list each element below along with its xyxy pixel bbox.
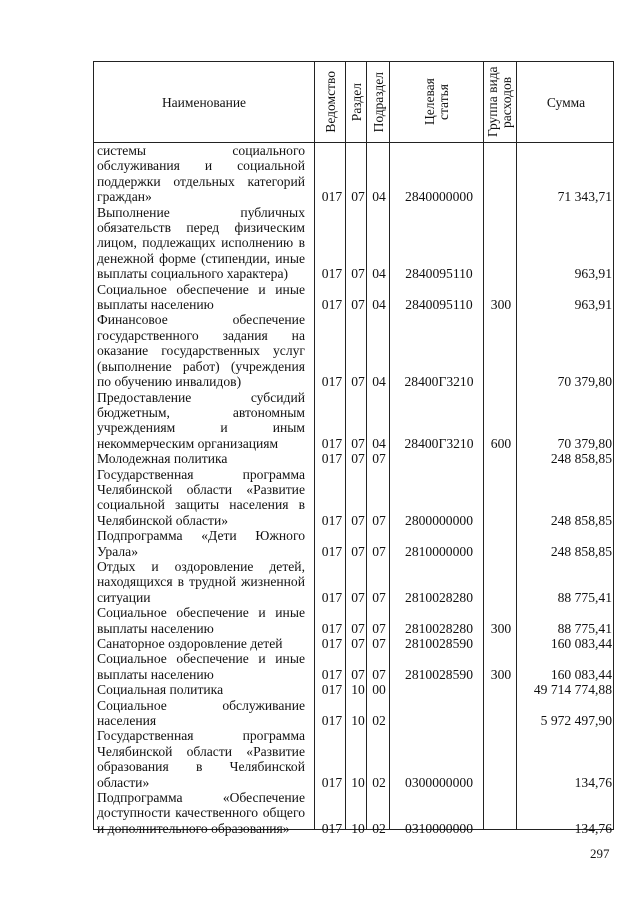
table-row [94,559,613,605]
razdel-cell: 07 [351,266,365,282]
header-vedomstvo [315,62,345,142]
row-name: Социальная политика [97,682,224,698]
table-row [94,636,613,651]
row-name: Социальное обеспечение и иные выплаты населению [97,281,305,313]
header-summa [517,62,615,142]
vedomstvo-cell: 017 [321,512,343,528]
budget-table [93,61,614,836]
summa-cell: 134,76 [574,820,612,836]
table-row [94,205,613,282]
razdel-cell: 07 [351,297,365,313]
row-name: Социальное обеспечение и иные выплаты населению [97,605,305,636]
razdel-cell: 07 [351,374,365,390]
vedomstvo-cell: 017 [321,266,343,282]
razdel-cell: 07 [351,512,365,528]
row-name: системы социального обслуживания и социальной поддержки отдельных категорий граждан» [97,143,305,205]
table-row [94,605,613,636]
summa-cell: 248 858,85 [550,512,612,528]
vedomstvo-cell: 017 [321,682,343,698]
summa-cell: 5 972 497,90 [540,713,612,729]
podrazdel-cell: 07 [372,512,386,528]
table-row [94,451,613,466]
razdel-cell: 07 [351,589,365,605]
header-vedomstvo-label: Ведомство [322,71,338,133]
podrazdel-cell: 04 [372,297,386,313]
vedomstvo-cell: 017 [321,297,343,313]
celevaya-cell: 2840095110 [405,297,473,313]
row-name: Государственная программа Челябинской области «Развитие образования в Челябинской области» [97,728,305,790]
gruppa-cell: 300 [490,666,512,682]
podrazdel-cell: 00 [372,682,386,698]
table-row [94,682,613,697]
podrazdel-cell: 04 [372,266,386,282]
celevaya-cell: 2840000000 [405,189,473,205]
table-row [94,312,613,389]
podrazdel-cell: 02 [372,774,386,790]
table-row [94,790,613,836]
podrazdel-cell: 07 [372,589,386,605]
row-name: Предоставление субсидий бюджетным, автономным учреждениям и иным некоммерческим организациям [97,389,305,451]
header-podrazdel [367,62,389,142]
celevaya-cell: 0310000000 [405,820,473,836]
podrazdel-cell: 07 [372,636,386,651]
table-row [94,390,613,452]
vedomstvo-cell: 017 [321,774,343,790]
gruppa-cell: 300 [490,297,512,313]
vedomstvo-cell: 017 [321,543,343,559]
vedomstvo-cell: 017 [321,713,343,729]
razdel-cell: 07 [351,189,365,205]
summa-cell: 134,76 [574,774,612,790]
podrazdel-cell: 04 [372,374,386,390]
vedomstvo-cell: 017 [321,374,343,390]
razdel-cell: 07 [351,451,365,467]
summa-cell: 963,91 [574,266,612,282]
page-number: 297 [590,846,610,861]
podrazdel-cell: 07 [372,666,386,682]
celevaya-cell: 28400Г3210 [404,374,474,390]
table-body [94,143,613,836]
table-row [94,282,613,313]
podrazdel-cell: 02 [372,820,386,836]
table-row [94,698,613,729]
podrazdel-cell: 07 [372,620,386,636]
podrazdel-cell: 07 [372,451,386,467]
celevaya-cell: 2810000000 [405,543,473,559]
podrazdel-cell: 04 [372,435,386,451]
row-name: Подпрограмма «Обеспечение доступности качественного общего и дополнительного образования» [97,790,305,836]
summa-cell: 70 379,80 [557,374,612,390]
vedomstvo-cell: 017 [321,435,343,451]
vedomstvo-cell: 017 [321,666,343,682]
gruppa-cell: 600 [490,435,512,451]
celevaya-cell: 0300000000 [405,774,473,790]
row-name: Социальное обеспечение и иные выплаты населению [97,651,305,682]
summa-cell: 88 775,41 [557,620,612,636]
header-razdel [346,62,366,142]
header-name [94,62,314,142]
table-row [94,651,613,682]
celevaya-cell: 2810028280 [405,620,473,636]
header-gruppa [484,62,516,142]
razdel-cell: 07 [351,435,365,451]
header-gruppa-label: Группа вида расходов [485,66,514,138]
summa-cell: 963,91 [574,297,612,313]
razdel-cell: 10 [351,682,365,698]
row-name: Подпрограмма «Дети Южного Урала» [97,528,305,559]
razdel-cell: 10 [351,774,365,790]
table-row [94,467,613,529]
podrazdel-cell: 04 [372,189,386,205]
celevaya-cell: 2810028280 [405,589,473,605]
summa-cell: 160 083,44 [550,636,612,651]
gruppa-cell: 300 [490,620,512,636]
summa-cell: 160 083,44 [550,666,612,682]
celevaya-cell: 2840095110 [405,266,473,282]
row-name: Государственная программа Челябинской области «Развитие социальной защиты населения в Челябинской области» [97,466,305,528]
header-celevaya-label: Целевая статья [421,78,451,126]
razdel-cell: 10 [351,820,365,836]
header-razdel-label: Раздел [348,82,364,122]
summa-cell: 71 343,71 [557,189,612,205]
summa-cell: 248 858,85 [550,543,612,559]
table-row [94,528,613,559]
podrazdel-cell: 02 [372,713,386,729]
vedomstvo-cell: 017 [321,451,343,467]
summa-cell: 49 714 774,88 [533,682,612,698]
summa-cell: 70 379,80 [557,435,612,451]
row-name: Финансовое обеспечение государственного задания на оказание государственных услуг (выполнение работ) (учреждения по обучению инвалидов) [97,312,305,390]
podrazdel-cell: 07 [372,543,386,559]
razdel-cell: 10 [351,713,365,729]
header-summa-label: Сумма [546,94,586,110]
razdel-cell: 07 [351,543,365,559]
row-name: Социальное обслуживание населения [97,697,305,729]
summa-cell: 248 858,85 [550,451,612,467]
vedomstvo-cell: 017 [321,620,343,636]
row-name: Санаторное оздоровление детей [97,636,283,651]
razdel-cell: 07 [351,666,365,682]
row-name: Выполнение публичных обязательств перед физическим лицом, подлежащих исполнению в денежной форме (стипендии, иные выплаты социального характера) [97,204,305,282]
table-row [94,143,613,205]
razdel-cell: 07 [351,620,365,636]
header-podrazdel-label: Подраздел [370,71,386,133]
summa-cell: 88 775,41 [557,589,612,605]
row-name: Отдых и оздоровление детей, находящихся в трудной жизненной ситуации [97,558,305,605]
row-name: Молодежная политика [97,451,228,467]
table-row [94,728,613,790]
vedomstvo-cell: 017 [321,636,343,651]
vedomstvo-cell: 017 [321,820,343,836]
celevaya-cell: 28400Г3210 [404,435,474,451]
celevaya-cell: 2800000000 [405,512,473,528]
celevaya-cell: 2810028590 [405,636,473,651]
header-name-label: Наименование [161,94,247,110]
celevaya-cell: 2810028590 [405,666,473,682]
vedomstvo-cell: 017 [321,589,343,605]
razdel-cell: 07 [351,636,365,651]
header-celevaya [390,62,483,142]
vedomstvo-cell: 017 [321,189,343,205]
